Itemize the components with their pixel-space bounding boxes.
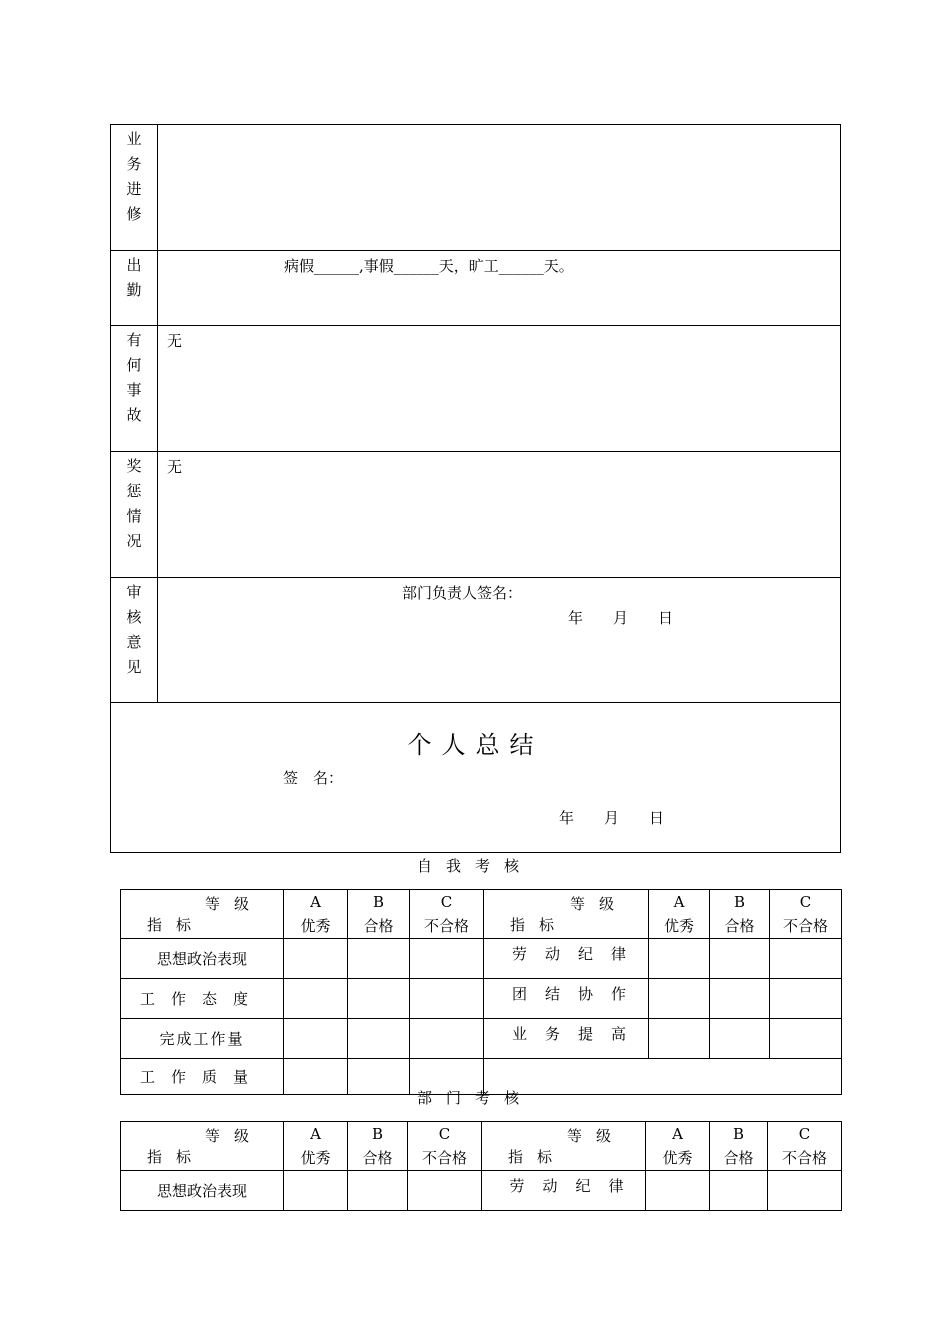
self-eval-row	[121, 1019, 842, 1059]
accident-label-cell	[111, 326, 158, 452]
self-eval-grade-c-cell[interactable]	[410, 939, 484, 979]
grade-b-code: B	[732, 1125, 745, 1143]
grade-a-header	[646, 1122, 710, 1171]
grade-b-name: 合格	[362, 1149, 393, 1167]
indicator-label: 指标	[508, 1148, 567, 1166]
grade-label: 等级	[569, 895, 628, 913]
training-label-cell	[111, 125, 158, 251]
dept-eval-table	[120, 1121, 842, 1211]
dept-eval-grade-b-cell[interactable]	[348, 1171, 408, 1211]
grade-b-code: B	[733, 893, 746, 911]
self-eval-indicator: 思想政治表现	[121, 939, 284, 979]
dept-eval-row	[121, 1171, 842, 1211]
attendance-row	[111, 251, 841, 326]
self-eval-grade-c-cell[interactable]	[770, 1019, 842, 1059]
grade-a-header	[649, 890, 710, 939]
dept-eval-grade-c-cell[interactable]	[408, 1171, 482, 1211]
grade-a-code: A	[310, 1125, 321, 1143]
grade-label: 等级	[204, 1127, 263, 1145]
summary-content[interactable]	[111, 703, 841, 853]
dept-eval-grade-a-cell[interactable]	[284, 1171, 348, 1211]
review-row	[111, 578, 841, 703]
training-row	[111, 125, 841, 251]
self-eval-indicator: 完成工作量	[121, 1019, 284, 1059]
grade-b-name: 合格	[723, 1149, 754, 1167]
indicator-label: 指标	[510, 916, 569, 934]
training-content[interactable]	[158, 125, 841, 251]
grade-b-header	[710, 1122, 768, 1171]
self-eval-grade-a-cell[interactable]	[649, 939, 710, 979]
summary-row	[111, 703, 841, 853]
self-eval-header-row	[121, 890, 842, 939]
grade-a-name: 优秀	[662, 1149, 693, 1167]
summary-date: 年 月 日	[559, 809, 665, 827]
grade-c-name: 不合格	[421, 1149, 467, 1167]
self-eval-grade-b-cell[interactable]	[710, 979, 770, 1019]
self-eval-grade-c-cell[interactable]	[770, 939, 842, 979]
dept-eval-grade-b-cell[interactable]	[710, 1171, 768, 1211]
grade-c-code: C	[440, 893, 453, 911]
attendance-label-cell	[111, 251, 158, 326]
self-eval-grade-a-cell[interactable]	[284, 979, 348, 1019]
self-eval-heading: 自我考核	[416, 857, 533, 875]
grade-b-header	[348, 1122, 408, 1171]
grade-b-code: B	[372, 893, 385, 911]
self-eval-grade-c-cell[interactable]	[410, 1019, 484, 1059]
dept-eval-header-row	[121, 1122, 842, 1171]
accident-text: 无	[167, 332, 183, 350]
grade-c-code: C	[438, 1125, 451, 1143]
dept-eval-heading: 部门考核	[416, 1089, 533, 1107]
grade-c-name: 不合格	[782, 917, 828, 935]
self-eval-grade-a-cell[interactable]	[284, 939, 348, 979]
grade-c-name: 不合格	[781, 1149, 827, 1167]
self-eval-grade-b-cell[interactable]	[348, 979, 410, 1019]
summary-title: 个人总结	[407, 731, 544, 759]
grade-b-name: 合格	[724, 917, 755, 935]
grade-a-code: A	[310, 893, 321, 911]
self-eval-grade-a-cell[interactable]	[284, 1019, 348, 1059]
self-eval-indicator: 团结协作	[484, 979, 649, 1019]
grade-a-name: 优秀	[300, 917, 331, 935]
self-eval-corner-left	[121, 890, 284, 939]
grade-label: 等级	[204, 895, 263, 913]
self-eval-indicator: 劳动纪律	[484, 939, 649, 979]
self-eval-grade-c-cell[interactable]	[410, 979, 484, 1019]
self-eval-indicator: 工作态度	[121, 979, 284, 1019]
grade-a-header	[284, 1122, 348, 1171]
grade-a-header	[284, 890, 348, 939]
grade-a-code: A	[672, 1125, 683, 1143]
grade-c-header	[408, 1122, 482, 1171]
grade-b-name: 合格	[363, 917, 394, 935]
indicator-label: 指标	[147, 916, 206, 934]
self-eval-grade-a-cell[interactable]	[649, 979, 710, 1019]
self-eval-table	[120, 889, 842, 1095]
dept-eval-grade-c-cell[interactable]	[768, 1171, 842, 1211]
grade-b-header	[710, 890, 770, 939]
self-eval-grade-a-cell[interactable]	[649, 1019, 710, 1059]
grade-c-code: C	[799, 893, 812, 911]
grade-a-name: 优秀	[300, 1149, 331, 1167]
review-date: 年 月 日	[568, 609, 674, 627]
grade-b-code: B	[371, 1125, 384, 1143]
grade-c-code: C	[798, 1125, 811, 1143]
rewards-label: 奖惩情况	[126, 457, 142, 550]
indicator-label: 指标	[147, 1148, 206, 1166]
self-eval-indicator: 业务提高	[484, 1019, 649, 1059]
grade-b-header	[348, 890, 410, 939]
dept-eval-corner-right	[482, 1122, 646, 1171]
accident-row	[111, 326, 841, 452]
dept-eval-corner-left	[121, 1122, 284, 1171]
dept-eval-indicator: 思想政治表现	[121, 1171, 284, 1211]
grade-a-name: 优秀	[663, 917, 694, 935]
rewards-row	[111, 452, 841, 578]
grade-c-header	[770, 890, 842, 939]
accident-label: 有何事故	[126, 331, 142, 424]
rewards-text: 无	[167, 458, 183, 476]
self-eval-row	[121, 939, 842, 979]
dept-eval-grade-a-cell[interactable]	[646, 1171, 710, 1211]
attendance-label: 出勤	[126, 256, 142, 299]
training-label: 业务进修	[126, 130, 142, 223]
self-eval-grade-b-cell[interactable]	[348, 1019, 410, 1059]
review-content[interactable]	[158, 578, 841, 703]
self-eval-grade-b-cell[interactable]	[348, 939, 410, 979]
self-eval-grade-c-cell[interactable]	[770, 979, 842, 1019]
personnel-record-table	[110, 124, 841, 853]
self-eval-row	[121, 979, 842, 1019]
self-eval-grade-b-cell[interactable]	[710, 1019, 770, 1059]
rewards-label-cell	[111, 452, 158, 578]
grade-c-header	[410, 890, 484, 939]
review-signature-label: 部门负责人签名：	[402, 584, 523, 602]
summary-signature-label: 签 名：	[283, 769, 344, 787]
accident-content[interactable]	[158, 326, 841, 452]
grade-label: 等级	[566, 1127, 625, 1145]
grade-c-name: 不合格	[423, 917, 469, 935]
attendance-text: 病假______,事假______天，旷工______天。	[284, 257, 574, 275]
self-eval-corner-right	[484, 890, 649, 939]
self-eval-indicator: 工作质量	[121, 1059, 284, 1095]
grade-c-header	[768, 1122, 842, 1171]
attendance-content[interactable]	[158, 251, 841, 326]
dept-eval-indicator: 劳动纪律	[482, 1171, 646, 1211]
review-label-cell	[111, 578, 158, 703]
self-eval-grade-b-cell[interactable]	[710, 939, 770, 979]
grade-a-code: A	[673, 893, 685, 911]
rewards-content[interactable]	[158, 452, 841, 578]
review-label: 审核意见	[126, 583, 142, 676]
